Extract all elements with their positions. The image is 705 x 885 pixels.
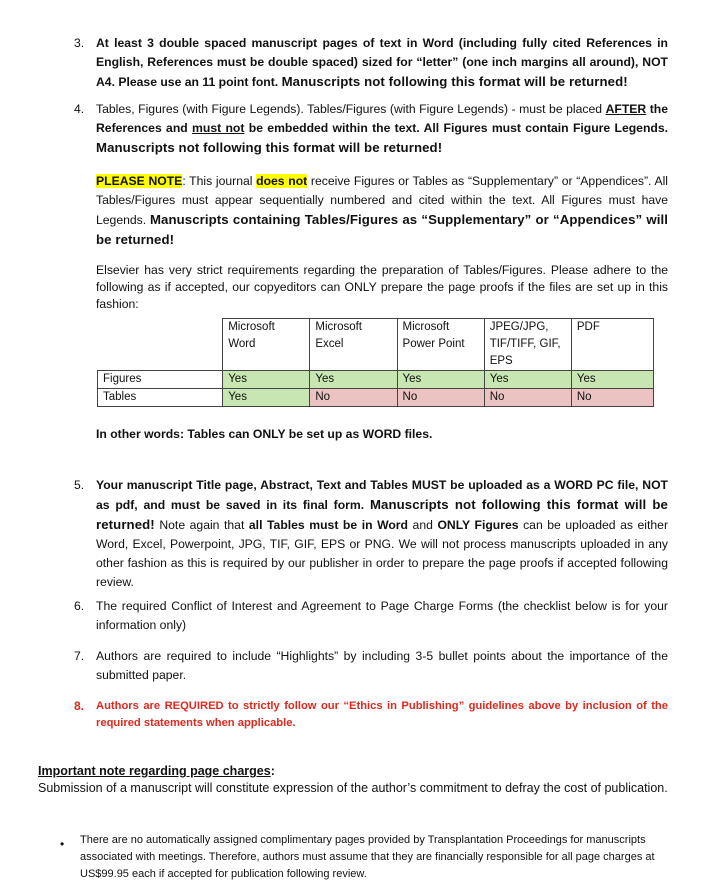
item-5-warning: Manuscripts not following this format will be returned! [96, 497, 668, 532]
item-number: 7. [74, 649, 85, 663]
item-4-warning: Manuscripts not following this format will be returned! [96, 140, 443, 155]
list-item-4 [74, 100, 668, 158]
please-note-label: PLEASE NOTE [96, 174, 183, 188]
heading-colon: : [270, 764, 275, 778]
table-row-label: Figures [98, 371, 223, 389]
list-item-5 [74, 476, 668, 592]
item-4-part-b: the References and [96, 102, 669, 135]
please-note-colon: : This journal [182, 174, 257, 188]
item-number: 8. [74, 699, 85, 713]
item-number: 4. [74, 102, 85, 116]
please-note-paragraph [96, 172, 668, 250]
table-header-cell: JPEG/JPG, TIF/TIFF, GIF, EPS [484, 319, 571, 371]
page-charges-heading-line [38, 763, 668, 780]
table-cell: Yes [223, 371, 310, 389]
bullet-icon: • [60, 837, 65, 851]
table-cell: No [310, 389, 397, 407]
page-charges-bullet-text: There are no automatically assigned complimentary pages provided by Transplantation Proceedings for manuscripts associated with meetings. Therefore, authors must assume that they are financially responsible for all page charges at US$99.95 each if accepted for publication following review. [80, 834, 655, 880]
table-cell: No [571, 389, 653, 407]
table-cell: Yes [310, 371, 397, 389]
table-cell: No [484, 389, 571, 407]
page-charges-text: Submission of a manuscript will constitute expression of the author’s commitment to defray the cost of publication. [38, 781, 668, 795]
item-5-part-a: Your manuscript Title page, Abstract, Text and Tables MUST be uploaded as a WORD PC file, NOT as pdf, and must be saved in its final form. [96, 478, 668, 512]
item-5-part-f: can be uploaded as either Word, Excel, Powerpoint, JPG, TIF, GIF, EPS or PNG. We will not process manuscripts uploaded in any other fashion as this is required by our publisher in order to prepare the page proofs if accepted following review. [96, 518, 669, 589]
item-4-after: AFTER [605, 102, 647, 116]
table-cell: Yes [397, 371, 484, 389]
page-charges-heading: Important note regarding page charges [38, 764, 271, 778]
does-not-highlight: does not [256, 174, 308, 188]
table-row-label: Tables [98, 389, 223, 407]
please-note-warning: Manuscripts containing Tables/Figures as “Supplementary” or “Appendices” will be returned! [96, 212, 669, 247]
item-text: Authors are required to include “Highlights” by including 3-5 bullet points about the importance of the submitted paper. [96, 649, 668, 682]
item-5-part-b: Note again that [154, 518, 249, 532]
table-header-cell: PDF [571, 319, 653, 371]
please-note-text: receive Figures or Tables as “Supplementary” or “Appendices”. All Tables/Figures must appear sequentially numbered and cited within the text. All Figures must have Legends. [96, 174, 668, 227]
table-header-cell: Microsoft Power Point [397, 319, 484, 371]
item-4-must-not: must not [192, 121, 245, 135]
table-cell: No [397, 389, 484, 407]
item-5-part-c: all Tables must be in Word [248, 518, 408, 532]
item-4-part-a: Tables, Figures (with Figure Legends). Tables/Figures (with Figure Legends) - must be placed [96, 102, 606, 116]
table-corner-cell [98, 319, 223, 371]
elsevier-paragraph: Elsevier has very strict requirements regarding the preparation of Tables/Figures. Please adhere to the following as if accepted, our copyeditors can ONLY prepare the page proofs if the files are set up in this fashion: [96, 263, 668, 311]
item-text [96, 476, 668, 592]
table-header-cell: Microsoft Excel [310, 319, 397, 371]
table-cell: Yes [484, 371, 571, 389]
item-5-part-e: ONLY Figures [437, 518, 519, 532]
table-row [98, 389, 654, 407]
item-3-body: At least 3 double spaced manuscript pages of text in Word (including fully cited References in English, References must be double spaced) sized for “letter” (one inch margins all around), NOT A4. Please use an 11 point font. [96, 36, 668, 89]
item-text: Authors are REQUIRED to strictly follow our “Ethics in Publishing” guidelines above by inclusion of the required statements when applicable. [96, 700, 668, 729]
item-text [96, 100, 668, 158]
other-words-note: In other words: Tables can ONLY be set up as WORD files. [96, 427, 433, 441]
item-5-part-d: and [408, 518, 438, 532]
list-item-7 [74, 647, 668, 685]
list-item-8 [74, 698, 668, 732]
item-4-part-c: be embedded within the text. All Figures must contain Figure Legends. [244, 121, 669, 135]
item-number: 3. [74, 36, 85, 50]
table-header-row [98, 319, 654, 371]
item-number: 6. [74, 599, 85, 613]
file-format-table [97, 318, 654, 407]
table-header-cell: Microsoft Word [223, 319, 310, 371]
item-3-warning: Manuscripts not following this format will be returned! [281, 74, 628, 89]
table-cell: Yes [571, 371, 653, 389]
table-cell: Yes [223, 389, 310, 407]
list-item-6 [74, 597, 668, 635]
item-text: The required Conflict of Interest and Agreement to Page Charge Forms (the checklist below is for your information only) [96, 599, 668, 632]
page-charges-section [38, 763, 668, 797]
item-number: 5. [74, 478, 85, 492]
item-text [96, 34, 668, 92]
list-item-3 [74, 34, 668, 92]
table-row [98, 371, 654, 389]
